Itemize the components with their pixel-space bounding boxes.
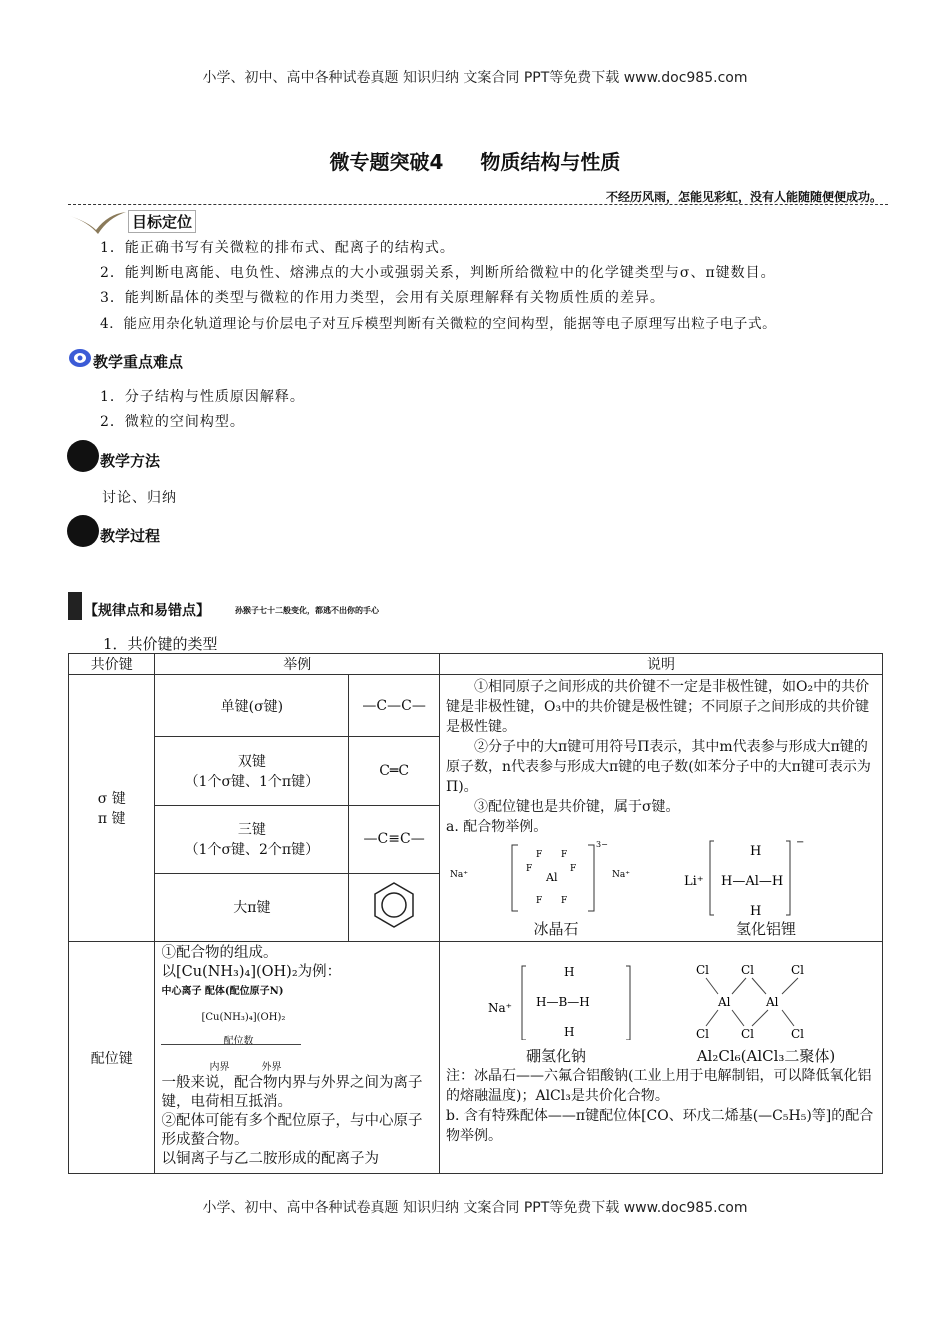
svg-text:F: F bbox=[570, 864, 577, 874]
bond-name-cell bbox=[155, 737, 349, 805]
bond-detail: （1个σ键、1个π键） bbox=[184, 774, 320, 791]
caption-row bbox=[446, 1046, 876, 1066]
complex-structures-2 bbox=[446, 944, 876, 1040]
diag-label: 外界 bbox=[261, 1062, 282, 1073]
bond-formula: —C—C— bbox=[349, 675, 440, 737]
complex-structures bbox=[446, 837, 876, 919]
text: 一般来说，配合物内界与外界之间为离子键，电荷相互抵消。 bbox=[161, 1075, 423, 1110]
subheading: 1．共价键的类型 bbox=[103, 635, 218, 653]
goal-item: 4．能应用杂化轨道理论与价层电子对互斥模型判断有关微粒的空间构型，能据等电子原理写出粒子电子式。 bbox=[100, 316, 777, 332]
svg-text:Cl: Cl bbox=[696, 963, 710, 977]
coord-label: 配位键 bbox=[69, 942, 155, 1174]
bond-detail: （1个σ键、2个π键） bbox=[184, 842, 320, 859]
svg-text:F: F bbox=[536, 896, 543, 906]
bond-name-cell bbox=[155, 805, 349, 873]
section-goals-heading: 目标定位 bbox=[128, 210, 196, 233]
svg-text:F: F bbox=[561, 850, 568, 860]
svg-text:H: H bbox=[564, 1025, 575, 1039]
diag-formula: [Cu(NH₃)₄](OH)₂ bbox=[201, 1012, 286, 1023]
section-process-heading: 教学过程 bbox=[100, 527, 161, 545]
caption-nabh4: 硼氢化钠 bbox=[525, 1047, 586, 1065]
svg-text:H: H bbox=[564, 965, 575, 979]
bond-formula: C═C bbox=[349, 737, 440, 805]
text: ①配合物的组成。 bbox=[161, 945, 278, 961]
coord-cell bbox=[155, 942, 440, 1174]
svg-text:Na⁺: Na⁺ bbox=[488, 1001, 512, 1015]
bond-name: 大π键 bbox=[155, 873, 349, 941]
complex-examples-row1 bbox=[446, 837, 876, 919]
svg-text:Li⁺: Li⁺ bbox=[684, 874, 704, 889]
section-keypoints-heading: 教学重点难点 bbox=[93, 353, 184, 371]
svg-text:Al: Al bbox=[718, 995, 731, 1009]
svg-text:H: H bbox=[750, 844, 762, 859]
svg-text:H—B—H: H—B—H bbox=[536, 995, 590, 1009]
section-method-heading: 教学方法 bbox=[100, 452, 161, 470]
diag-label: 内界 bbox=[209, 1062, 230, 1073]
page-footer: 小学、初中、高中各种试卷真题 知识归纳 文案合同 PPT等免费下载 www.doc985.com bbox=[202, 1200, 748, 1216]
presenter-icon bbox=[67, 515, 99, 547]
notes-cell bbox=[440, 675, 883, 942]
goal-item: 1．能正确书写有关微粒的排布式、配离子的结构式。 bbox=[100, 240, 455, 256]
keypoint-item: 1．分子结构与性质原因解释。 bbox=[100, 389, 305, 405]
note: ③配位键也是共价键，属于σ键。 bbox=[474, 799, 680, 815]
svg-text:F: F bbox=[526, 864, 533, 874]
note: ②分子中的大π键可用符号Π表示，其中m代表参与形成大π键的原子数，n代表参与形成大π键的电子数(如苯分子中的大π键可表示为Π)。 bbox=[446, 739, 871, 795]
sigma-pi-cell bbox=[69, 675, 155, 942]
complex-composition-diagram bbox=[161, 982, 433, 1074]
bond-formula: —C≡C— bbox=[349, 805, 440, 873]
svg-text:Cl: Cl bbox=[741, 1027, 755, 1040]
bond-name: 三键 bbox=[237, 822, 266, 839]
rules-heading: 【规律点和易错点】 bbox=[84, 603, 210, 619]
svg-text:3−: 3− bbox=[596, 840, 608, 849]
col-header: 举例 bbox=[155, 654, 440, 675]
teacher-icon bbox=[67, 440, 99, 472]
note: a. 配合物举例。 bbox=[446, 819, 548, 835]
svg-text:F: F bbox=[536, 850, 543, 860]
svg-text:Cl: Cl bbox=[791, 1027, 805, 1040]
divider bbox=[68, 204, 888, 205]
svg-text:Na⁺: Na⁺ bbox=[612, 870, 630, 880]
diag-label: 配位数 bbox=[223, 1036, 254, 1047]
label: σ 键 bbox=[97, 791, 126, 807]
svg-text:Cl: Cl bbox=[696, 1027, 710, 1040]
col-header: 共价键 bbox=[69, 654, 155, 675]
svg-text:H—Al—H: H—Al—H bbox=[721, 874, 784, 889]
text: 以[Cu(NH₃)₄](OH)₂为例： bbox=[161, 964, 342, 980]
caption-al2cl6: Al₂Cl₆(AlCl₃二聚体) bbox=[696, 1047, 836, 1065]
col-header: 说明 bbox=[440, 654, 883, 675]
svg-text:−: − bbox=[796, 837, 805, 848]
caption-cryolite: 冰晶石 bbox=[533, 920, 579, 938]
target-icon bbox=[68, 348, 92, 368]
svg-text:F: F bbox=[561, 896, 568, 906]
note: ①相同原子之间形成的共价键不一定是非极性键，如O₂中的共价键是非极性键，O₃中的共价键是极性键；不同原子之间形成的共价键是极性键。 bbox=[446, 679, 870, 735]
page-header: 小学、初中、高中各种试卷真题 知识归纳 文案合同 PPT等免费下载 www.doc985.com bbox=[202, 70, 748, 86]
svg-text:Al: Al bbox=[766, 995, 779, 1009]
text: 以铜离子与乙二胺形成的配离子为 bbox=[161, 1151, 379, 1167]
note: b. 含有特殊配体——π键配位体[CO、环戊二烯基(—C₅H₅)等]的配合物举例。 bbox=[446, 1108, 874, 1144]
svg-text:Na⁺: Na⁺ bbox=[450, 870, 468, 880]
label: π 键 bbox=[97, 811, 126, 827]
motto: 不经历风雨，怎能见彩虹，没有人能随随便便成功。 bbox=[605, 190, 882, 204]
bond-name: 单键(σ键) bbox=[155, 675, 349, 737]
svg-text:H: H bbox=[750, 904, 762, 919]
benzene-icon bbox=[349, 873, 440, 941]
note: 注：冰晶石——六氟合铝酸钠(工业上用于电解制铝，可以降低氧化铝的熔融温度)；AlCl₃是共价化合物。 bbox=[446, 1068, 872, 1104]
covalent-bond-table bbox=[68, 653, 883, 1174]
diag-label: 中心离子 配体(配位原子N) bbox=[161, 986, 284, 997]
keypoint-item: 2．微粒的空间构型。 bbox=[100, 414, 245, 430]
caption-lialh4: 氢化铝锂 bbox=[735, 920, 796, 938]
goal-item: 2．能判断电离能、电负性、熔沸点的大小或强弱关系，判断所给微粒中的化学键类型与σ、π键数目。 bbox=[100, 265, 776, 281]
goal-item: 3．能判断晶体的类型与微粒的作用力类型，会用有关原理解释有关物质性质的差异。 bbox=[100, 290, 665, 306]
bracket-line bbox=[161, 1044, 301, 1045]
caption-row bbox=[446, 919, 876, 939]
svg-text:Cl: Cl bbox=[741, 963, 755, 977]
bond-name: 双键 bbox=[237, 754, 266, 771]
figure-icon bbox=[68, 592, 82, 620]
method-text: 讨论、归纳 bbox=[102, 490, 177, 506]
text: ②配体可能有多个配位原子，与中心原子形成螯合物。 bbox=[161, 1113, 423, 1148]
rules-slogan: 孙猴子七十二般变化，都逃不出你的手心 bbox=[235, 605, 379, 615]
svg-text:Cl: Cl bbox=[791, 963, 805, 977]
svg-text:Al: Al bbox=[546, 871, 558, 884]
coord-notes-cell bbox=[440, 942, 883, 1174]
seagull-icon bbox=[68, 208, 128, 234]
page-title: 微专题突破4 物质结构与性质 bbox=[329, 150, 621, 174]
